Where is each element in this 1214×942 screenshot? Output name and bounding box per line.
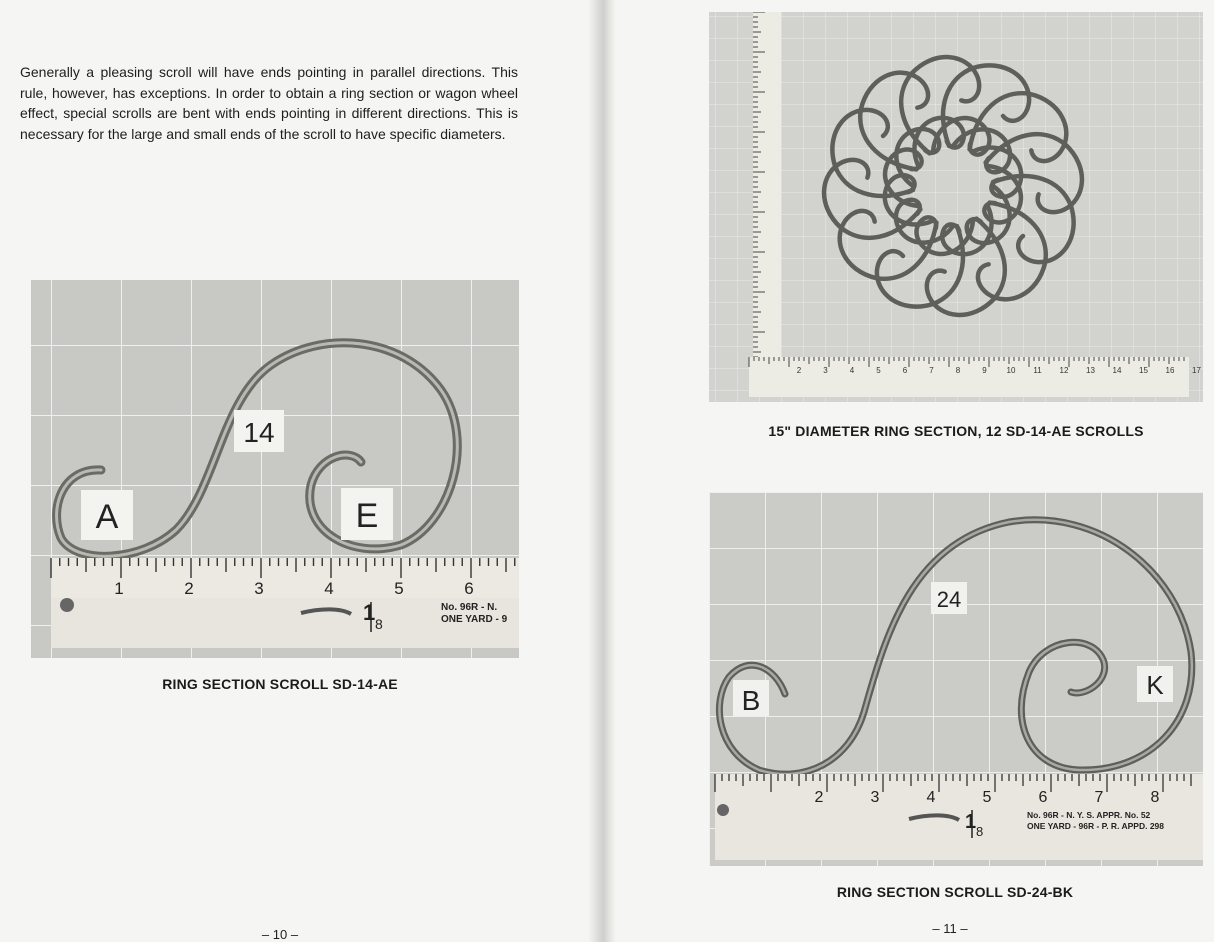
ruler-number: 5 xyxy=(876,366,881,375)
book-gutter xyxy=(588,0,616,942)
svg-text:3: 3 xyxy=(870,789,880,806)
ruler-number: 7 xyxy=(929,366,934,375)
label-k: K xyxy=(1146,670,1164,700)
svg-text:No. 96R - N.: No. 96R - N. xyxy=(441,602,498,613)
page-number-left: – 10 – xyxy=(261,927,299,942)
svg-text:6: 6 xyxy=(464,579,474,598)
ruler-number: 12 xyxy=(1059,366,1069,375)
svg-text:4: 4 xyxy=(926,789,936,806)
yardstick xyxy=(51,558,519,648)
ruler-number: 13 xyxy=(1086,366,1095,375)
photo-scroll-sd-14-ae xyxy=(31,280,519,658)
caption-sd-24-bk: RING SECTION SCROLL SD-24-BK xyxy=(836,884,1074,900)
ruler-number: 8 xyxy=(955,366,961,375)
label-24: 24 xyxy=(936,587,962,612)
label-a: A xyxy=(95,498,119,536)
label-e: E xyxy=(355,497,379,535)
photo-scroll-sd-24-bk xyxy=(709,492,1203,866)
svg-text:ONE YARD - 9: ONE YARD - 9 xyxy=(441,614,508,625)
photo-ring-section xyxy=(709,12,1203,402)
caption-ring-section: 15" DIAMETER RING SECTION, 12 SD-14-AE SCROLLS xyxy=(768,423,1144,439)
ruler-number: 9 xyxy=(982,366,987,375)
ruler-number: 14 xyxy=(1112,366,1122,375)
svg-text:1: 1 xyxy=(363,600,376,625)
svg-text:2: 2 xyxy=(184,579,194,598)
svg-text:6: 6 xyxy=(1038,789,1048,806)
svg-text:8: 8 xyxy=(1150,789,1160,806)
ruler-number: 6 xyxy=(902,366,908,375)
svg-text:3: 3 xyxy=(254,579,264,598)
ruler-number: 3 xyxy=(823,366,828,375)
yardstick xyxy=(715,774,1203,860)
svg-text:8: 8 xyxy=(375,616,383,632)
svg-text:7: 7 xyxy=(1094,789,1104,806)
label-b: B xyxy=(741,685,761,716)
ruler-number: 15 xyxy=(1139,366,1148,375)
intro-paragraph: Generally a pleasing scroll will have ends pointing in parallel directions. This rule, however, has exceptions. In order to obtain a ring section or wagon wheel effect, special scrolls are bent with ends pointing in different directions. This is necessary for the large and small ends of the scroll to have specific diameters. xyxy=(20,64,518,142)
svg-text:5: 5 xyxy=(982,789,992,806)
svg-text:5: 5 xyxy=(394,579,404,598)
ruler-number: 11 xyxy=(1033,366,1042,375)
svg-text:No. 96R - N. Y. S. APPR. No. 5: No. 96R - N. Y. S. APPR. No. 52 xyxy=(1027,810,1151,820)
svg-text:1: 1 xyxy=(965,811,977,833)
ruler-number: 4 xyxy=(849,366,855,375)
ruler-number: 17 xyxy=(1192,366,1201,375)
caption-sd-14-ae: RING SECTION SCROLL SD-14-AE xyxy=(162,676,398,692)
svg-text:2: 2 xyxy=(814,789,824,806)
ruler-number: 16 xyxy=(1165,366,1175,375)
ruler-number: 2 xyxy=(796,366,802,375)
svg-text:8: 8 xyxy=(976,824,984,839)
ruler-number: 10 xyxy=(1006,366,1016,375)
svg-text:4: 4 xyxy=(324,579,334,598)
page-number-right: – 11 – xyxy=(932,921,968,936)
svg-text:1: 1 xyxy=(114,579,124,598)
label-14: 14 xyxy=(243,417,275,448)
svg-text:ONE YARD - 96R - P. R. APPD. 2: ONE YARD - 96R - P. R. APPD. 298 xyxy=(1027,821,1164,831)
